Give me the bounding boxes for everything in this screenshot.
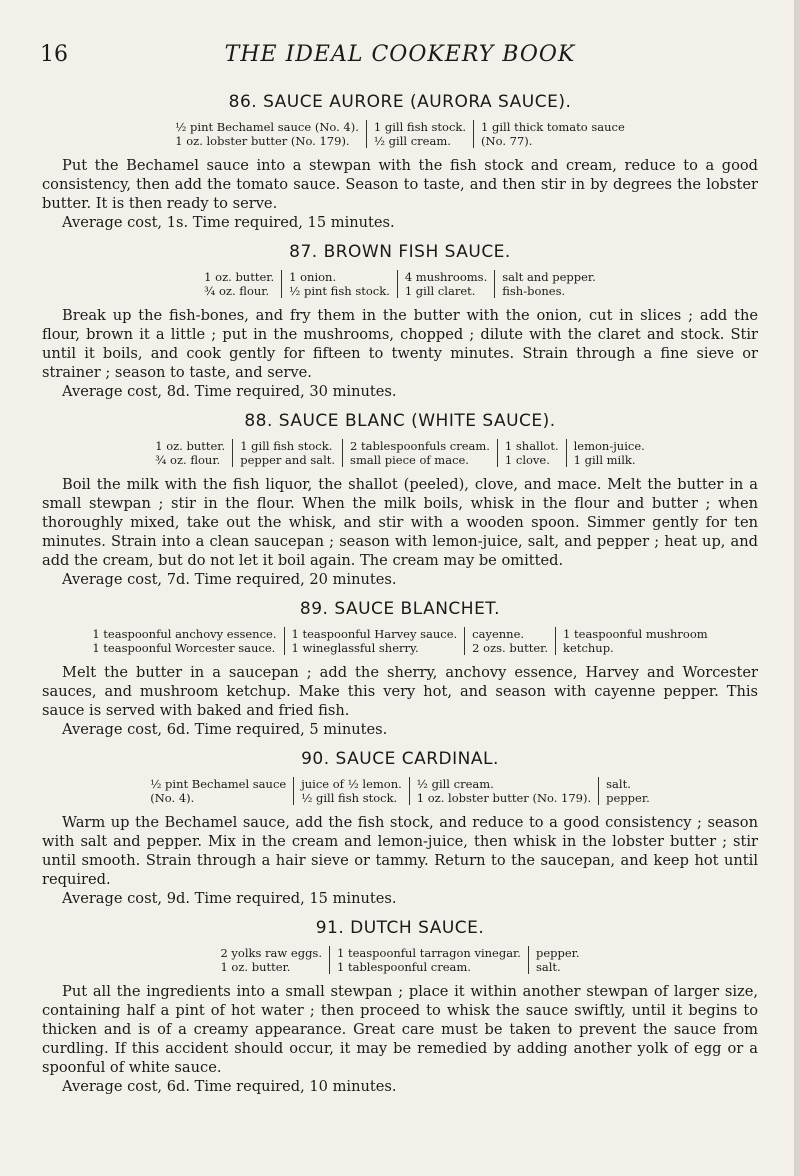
ingredients-list [42, 270, 758, 298]
recipe-cost-time: Average cost, 6d. Time required, 10 minutes. [62, 1078, 397, 1095]
recipe-4 [42, 599, 758, 739]
ingredient-line: cayenne. [472, 627, 525, 641]
recipe-1 [42, 92, 758, 232]
ingredient-line: lemon-juice. [573, 439, 645, 453]
ingredient-line: 1 teaspoonful tarragon vinegar. [337, 946, 521, 960]
ingredient-line: 1 oz. butter. [204, 270, 275, 284]
recipe-title: 90. SAUCE CARDINAL. [301, 749, 499, 769]
ingredient-line: 1 teaspoonful Worcester sauce. [92, 641, 276, 655]
ingredient-line: ½ pint Bechamel sauce (No. 4). [175, 120, 359, 134]
recipe-cost-time: Average cost, 8d. Time required, 30 minutes. [62, 383, 397, 400]
recipe-title: 88. SAUCE BLANC (WHITE SAUCE). [244, 411, 556, 431]
ingredient-line: 1 teaspoonful anchovy essence. [92, 627, 277, 641]
ingredient-column [555, 627, 715, 655]
ingredient-column [598, 777, 657, 805]
ingredient-line: 1 shallot. [504, 439, 559, 453]
ingredient-column [232, 439, 342, 467]
ingredient-line: 1 wineglassful sherry. [291, 641, 419, 655]
ingredient-column [397, 270, 494, 298]
page-number: 16 [40, 42, 68, 67]
ingredient-line: 2 tablespoonfuls cream. [350, 439, 490, 453]
ingredients-list [42, 627, 758, 655]
ingredient-column [281, 270, 397, 298]
ingredient-column [85, 627, 283, 655]
page-header [40, 42, 760, 72]
ingredient-column [148, 439, 232, 467]
ingredient-line: 2 yolks raw eggs. [220, 946, 322, 960]
ingredient-line: pepper and salt. [240, 453, 336, 467]
ingredient-line: ½ gill cream. [416, 777, 494, 791]
recipe-title: 91. DUTCH SAUCE. [315, 918, 485, 938]
recipe-title: 89. SAUCE BLANCHET. [299, 599, 501, 619]
recipe-3 [42, 411, 758, 589]
ingredient-line: salt. [606, 777, 631, 791]
ingredient-column [329, 946, 528, 974]
ingredient-line: 1 onion. [289, 270, 337, 284]
ingredient-column [213, 946, 329, 974]
ingredient-column [366, 120, 473, 148]
recipe-title: 87. BROWN FISH SAUCE. [289, 242, 511, 262]
ingredient-line: 1 gill claret. [404, 284, 476, 298]
ingredient-line: ½ pint Bechamel sauce [150, 777, 287, 791]
ingredient-column [464, 627, 555, 655]
ingredient-line: 1 gill thick tomato sauce [481, 120, 625, 134]
ingredient-column [497, 439, 566, 467]
recipe-method: Put the Bechamel sauce into a stewpan with the fish stock and cream, reduce to a good consistency, then add the tomato sauce. Season to taste, and then stir in by degrees the lobster butter. It is then ready to serve. [42, 157, 758, 212]
ingredient-line: 1 teaspoonful Harvey sauce. [291, 627, 458, 641]
ingredient-column [143, 777, 293, 805]
ingredient-column [168, 120, 366, 148]
recipe-cost-time: Average cost, 9d. Time required, 15 minutes. [62, 890, 397, 907]
recipe-method: Boil the milk with the fish liquor, the shallot (peeled), clove, and mace. Melt the butter in a small stewpan ; stir in the flour. When the milk boils, whisk in the flour and butter ; when thoroughly mixed, take out the whisk, and stir with a wooden spoon. Simmer gently for ten minutes. Strain into a clean saucepan ; season with lemon-juice, salt, and pepper ; heat up, and add the cream, but do not let it boil again. The cream may be omitted. [42, 476, 758, 569]
ingredient-line: salt. [535, 960, 561, 974]
ingredients-list [42, 946, 758, 974]
ingredients-list [42, 439, 758, 467]
ingredient-line: 4 mushrooms. [404, 270, 488, 284]
ingredient-column [528, 946, 587, 974]
ingredient-column [197, 270, 281, 298]
page-edge [794, 0, 800, 1176]
ingredient-column [284, 627, 465, 655]
ingredient-line: ketchup. [563, 641, 614, 655]
ingredient-column [566, 439, 652, 467]
ingredient-line: pepper. [606, 791, 650, 805]
running-title: THE IDEAL COOKERY BOOK [224, 42, 576, 67]
ingredient-line: 1 gill fish stock. [373, 120, 467, 134]
ingredient-line: 1 oz. butter. [155, 439, 226, 453]
recipe-cost-time: Average cost, 7d. Time required, 20 minutes. [62, 571, 397, 588]
ingredient-line: 1 gill fish stock. [240, 439, 333, 453]
recipe-5 [42, 749, 758, 908]
ingredient-column [473, 120, 632, 148]
ingredient-line: (No. 4). [150, 791, 195, 805]
ingredient-line: juice of ½ lemon. [301, 777, 402, 791]
recipe-cost-time: Average cost, 1s. Time required, 15 minutes. [62, 214, 395, 231]
ingredient-column [342, 439, 497, 467]
ingredient-line: 1 clove. [504, 453, 550, 467]
ingredient-column [409, 777, 598, 805]
ingredient-line: pepper. [535, 946, 580, 960]
recipe-method: Break up the fish-bones, and fry them in the butter with the onion, cut in slices ; add the flour, brown it a little ; put in the mushrooms, chopped ; dilute with the claret and stock. Stir until it boils, and cook gently for fifteen to twenty minutes. Strain through a fine sieve or strainer ; season to taste, and serve. [42, 307, 758, 381]
ingredient-line: ½ gill cream. [373, 134, 451, 148]
ingredient-line: (No. 77). [481, 134, 533, 148]
recipe-6 [42, 918, 758, 1096]
ingredient-line: 1 gill milk. [573, 453, 636, 467]
recipe-cost-time: Average cost, 6d. Time required, 5 minutes. [62, 721, 388, 738]
ingredient-line: ¾ oz. flour. [155, 453, 221, 467]
recipe-method: Put all the ingredients into a small stewpan ; place it within another stewpan of larger size, containing half a pint of hot water ; then proceed to whisk the sauce swiftly, until it begins to thicken and is of a creamy appearance. Great care must be taken to prevent the sauce from curdling. If this accident should occur, it may be remedied by adding another yolk of egg or a spoonful of white sauce. [42, 983, 758, 1076]
ingredient-line: 2 ozs. butter. [472, 641, 549, 655]
ingredient-line: salt and pepper. [502, 270, 596, 284]
recipe-method: Melt the butter in a saucepan ; add the sherry, anchovy essence, Harvey and Worcester sauces, and mushroom ketchup. Make this very hot, and season with cayenne pepper. This sauce is served with baked and fried fish. [42, 664, 758, 719]
ingredient-line: 1 teaspoonful mushroom [563, 627, 708, 641]
recipe-method: Warm up the Bechamel sauce, add the fish stock, and reduce to a good consistency ; season with salt and pepper. Mix in the cream and lemon-juice, then whisk in the lobster butter ; stir until smooth. Strain through a hair sieve or tammy. Return to the saucepan, and keep hot until required. [42, 814, 758, 888]
recipe-title: 86. SAUCE AURORE (AURORA SAUCE). [228, 92, 572, 112]
recipes-content [42, 92, 758, 1106]
ingredient-line: ¾ oz. flour. [204, 284, 270, 298]
ingredient-column [293, 777, 409, 805]
ingredient-column [494, 270, 603, 298]
ingredients-list [42, 120, 758, 148]
ingredient-line: 1 tablespoonful cream. [337, 960, 471, 974]
ingredient-line: 1 oz. butter. [220, 960, 291, 974]
ingredient-line: ½ pint fish stock. [289, 284, 390, 298]
ingredient-line: fish-bones. [502, 284, 566, 298]
ingredient-line: 1 oz. lobster butter (No. 179). [175, 134, 350, 148]
ingredients-list [42, 777, 758, 805]
ingredient-line: ½ gill fish stock. [301, 791, 398, 805]
ingredient-line: 1 oz. lobster butter (No. 179). [416, 791, 592, 805]
ingredient-line: small piece of mace. [350, 453, 469, 467]
recipe-2 [42, 242, 758, 401]
